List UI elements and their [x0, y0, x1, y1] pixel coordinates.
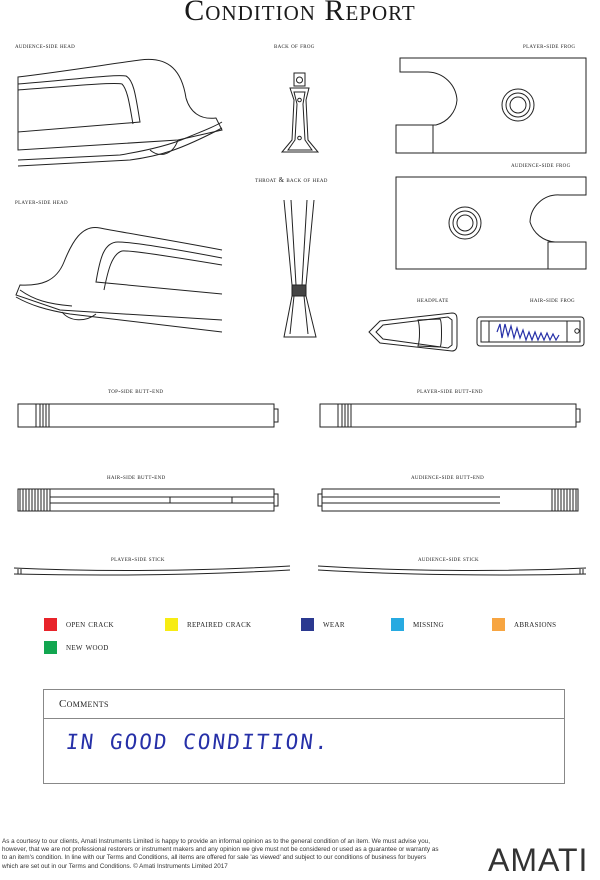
headplate-drawing	[369, 313, 457, 351]
legend-swatch	[492, 618, 505, 631]
legend-open-crack	[44, 618, 114, 631]
label-throat-back-of-head: throat & back of head	[255, 176, 328, 184]
label-hair-side-frog: hair-side frog	[530, 296, 575, 304]
legend-wear	[301, 618, 345, 631]
label-audience-side-head: audience-side head	[15, 42, 76, 50]
audience-side-head-drawing	[18, 59, 222, 166]
hair-side-butt-end-drawing	[18, 489, 278, 511]
label-headplate: headplate	[417, 296, 449, 304]
player-side-butt-end-drawing	[320, 404, 580, 427]
comments-box[interactable]	[43, 689, 565, 784]
audience-side-butt-end-drawing	[318, 489, 578, 511]
legend-swatch	[165, 618, 178, 631]
audience-side-stick-drawing	[318, 566, 586, 575]
back-of-frog-drawing	[282, 73, 318, 152]
legend-swatch	[391, 618, 404, 631]
label-player-side-head: player-side head	[15, 198, 68, 206]
label-audience-side-butt-end: audience-side butt-end	[411, 473, 485, 481]
comments-heading: Comments	[44, 690, 564, 719]
legend-repaired-crack	[165, 618, 251, 631]
page-title: Condition Report	[184, 0, 416, 27]
label-player-side-butt-end: player-side butt-end	[417, 387, 483, 395]
audience-side-frog-drawing	[396, 177, 586, 269]
comments-text[interactable]: IN GOOD CONDITION.	[64, 730, 331, 754]
amati-logo: AMATI	[488, 842, 589, 878]
disclaimer-text: As a courtesy to our clients, Amati Instruments Limited is happy to provide an informal opinion as to the general condition of an item. We must advise you, however, that we are not professional restorers or instrument makers and any opinion we give must not be considered or used as a guarantee or warranty as to an item's condition. In line with our Terms and Conditions, all items are offered for sale 'as viewed' and subject to our conditions of business for buyers which are set out in our Terms and Conditions. © Amati Instruments Limited 2017	[2, 838, 439, 870]
legend-label: repaired crack	[187, 619, 252, 630]
legend-swatch	[44, 618, 57, 631]
top-side-butt-end-drawing	[18, 404, 278, 427]
throat-back-of-head-drawing	[284, 200, 316, 337]
legend-label: open crack	[66, 619, 114, 630]
legend-label: missing	[413, 619, 444, 630]
legend-label: abrasions	[514, 619, 557, 630]
hair-side-frog-drawing	[477, 317, 584, 346]
legend-abrasions	[492, 618, 556, 631]
label-hair-side-butt-end: hair-side butt-end	[107, 473, 166, 481]
label-player-side-stick: player-side stick	[111, 555, 165, 563]
legend-label: wear	[323, 619, 345, 630]
legend-missing	[391, 618, 444, 631]
legend-label: new wood	[66, 642, 109, 653]
legend-swatch	[301, 618, 314, 631]
legend-new-wood	[44, 641, 109, 654]
player-side-stick-drawing	[14, 566, 290, 575]
label-audience-side-frog: audience-side frog	[511, 161, 571, 169]
player-side-frog-drawing	[396, 58, 586, 153]
player-side-head-drawing	[16, 227, 222, 332]
label-audience-side-stick: audience-side stick	[418, 555, 479, 563]
label-top-side-butt-end: top-side butt-end	[108, 387, 164, 395]
label-back-of-frog: back of frog	[274, 42, 315, 50]
legend-swatch	[44, 641, 57, 654]
label-player-side-frog: player-side frog	[523, 42, 576, 50]
